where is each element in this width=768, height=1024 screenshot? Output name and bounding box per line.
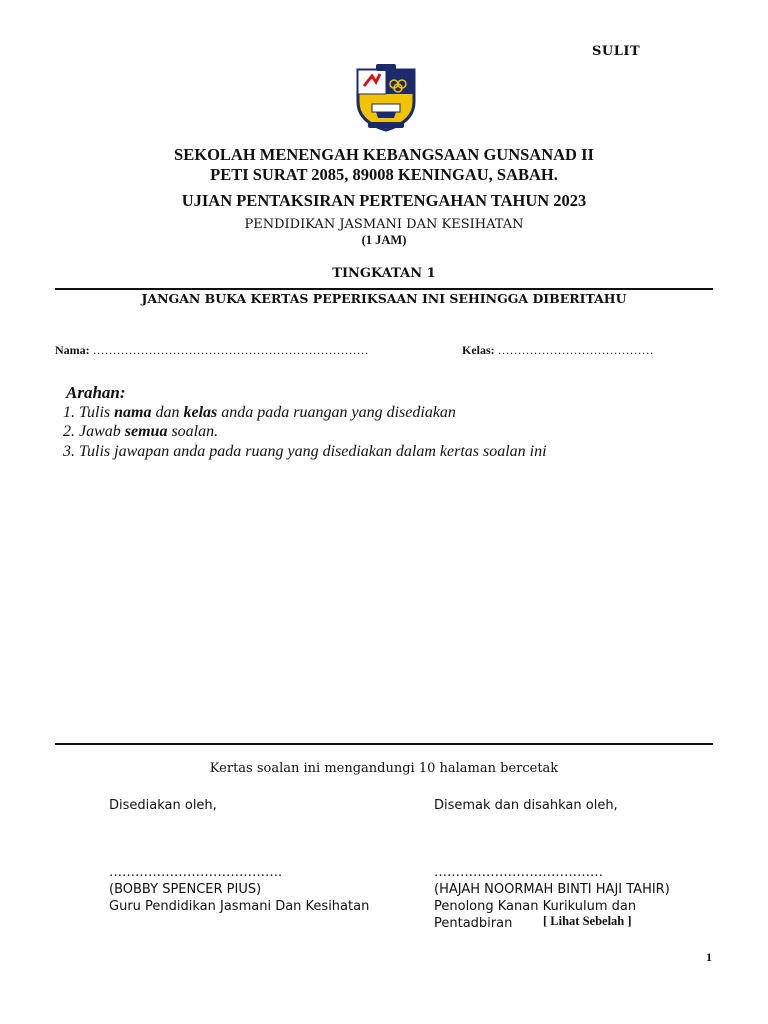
instruction-text: Tulis — [75, 403, 115, 421]
bottom-divider — [55, 743, 713, 745]
exam-title: UJIAN PENTAKSIRAN PERTENGAHAN TAHUN 2023 — [181, 191, 587, 210]
do-not-open-warning: JANGAN BUKA KERTAS PEPERIKSAAN INI SEHINGGA DIBERITAHU — [141, 291, 627, 306]
name-field[interactable]: …………………………………………………………… — [92, 343, 369, 357]
see-next-page: [ Lihat Sebelah ] — [543, 914, 632, 928]
instructions-heading: Arahan: — [66, 383, 126, 402]
instruction-item — [63, 403, 723, 423]
instructions-block — [63, 383, 723, 461]
exam-duration: (1 JAM) — [361, 233, 407, 247]
class-label: Kelas: — [462, 343, 495, 357]
form-level: TINGKATAN 1 — [332, 266, 436, 281]
verified-role: Penolong Kanan Kurikulum dan — [434, 899, 637, 914]
prepared-name: (BOBBY SPENCER PIUS) — [109, 882, 262, 897]
instruction-text: Jawab — [75, 423, 125, 440]
verified-signature-line: ………………………………… — [434, 865, 603, 880]
instruction-text: soalan. — [167, 423, 219, 440]
school-crest-icon — [350, 64, 422, 134]
instruction-number: 3. — [63, 442, 75, 460]
name-label: Nama: — [55, 343, 90, 357]
instruction-text: anda pada ruangan yang disediakan — [217, 403, 456, 421]
instruction-emphasis: semua — [124, 423, 168, 440]
top-divider — [55, 288, 713, 290]
prepared-by-label: Disediakan oleh, — [109, 798, 217, 813]
instruction-number: 2. — [63, 423, 75, 440]
classification-label: SULIT — [592, 44, 641, 59]
class-field[interactable]: ………………………………… — [497, 343, 654, 357]
instruction-emphasis: nama — [114, 403, 152, 421]
verified-role-continued: Pentadbiran — [434, 916, 513, 931]
verified-by-label: Disemak dan disahkan oleh, — [434, 798, 618, 813]
verified-name: (HAJAH NOORMAH BINTI HAJI TAHIR) — [434, 882, 670, 897]
school-address: PETI SURAT 2085, 89008 KENINGAU, SABAH. — [210, 165, 558, 184]
instruction-emphasis: kelas — [183, 403, 218, 421]
subject-title: PENDIDIKAN JASMANI DAN KESIHATAN — [244, 217, 524, 232]
school-name: SEKOLAH MENENGAH KEBANGSAAN GUNSANAD II — [174, 145, 594, 164]
class-field-group — [462, 343, 654, 358]
prepared-by-block — [109, 797, 409, 915]
prepared-role: Guru Pendidikan Jasmani Dan Kesihatan — [109, 899, 370, 914]
prepared-signature-line: …………………………………. — [109, 865, 283, 880]
instruction-item — [63, 442, 723, 462]
candidate-info-row — [55, 343, 715, 358]
instruction-item — [63, 422, 723, 442]
page-number: 1 — [706, 950, 712, 964]
instruction-text: Tulis jawapan anda pada ruang yang disediakan dalam kertas soalan ini — [75, 442, 547, 460]
instruction-number: 1. — [63, 403, 75, 421]
verified-by-block — [434, 797, 734, 932]
page-count-note: Kertas soalan ini mengandungi 10 halaman bercetak — [209, 761, 559, 776]
instruction-text: dan — [151, 403, 184, 421]
